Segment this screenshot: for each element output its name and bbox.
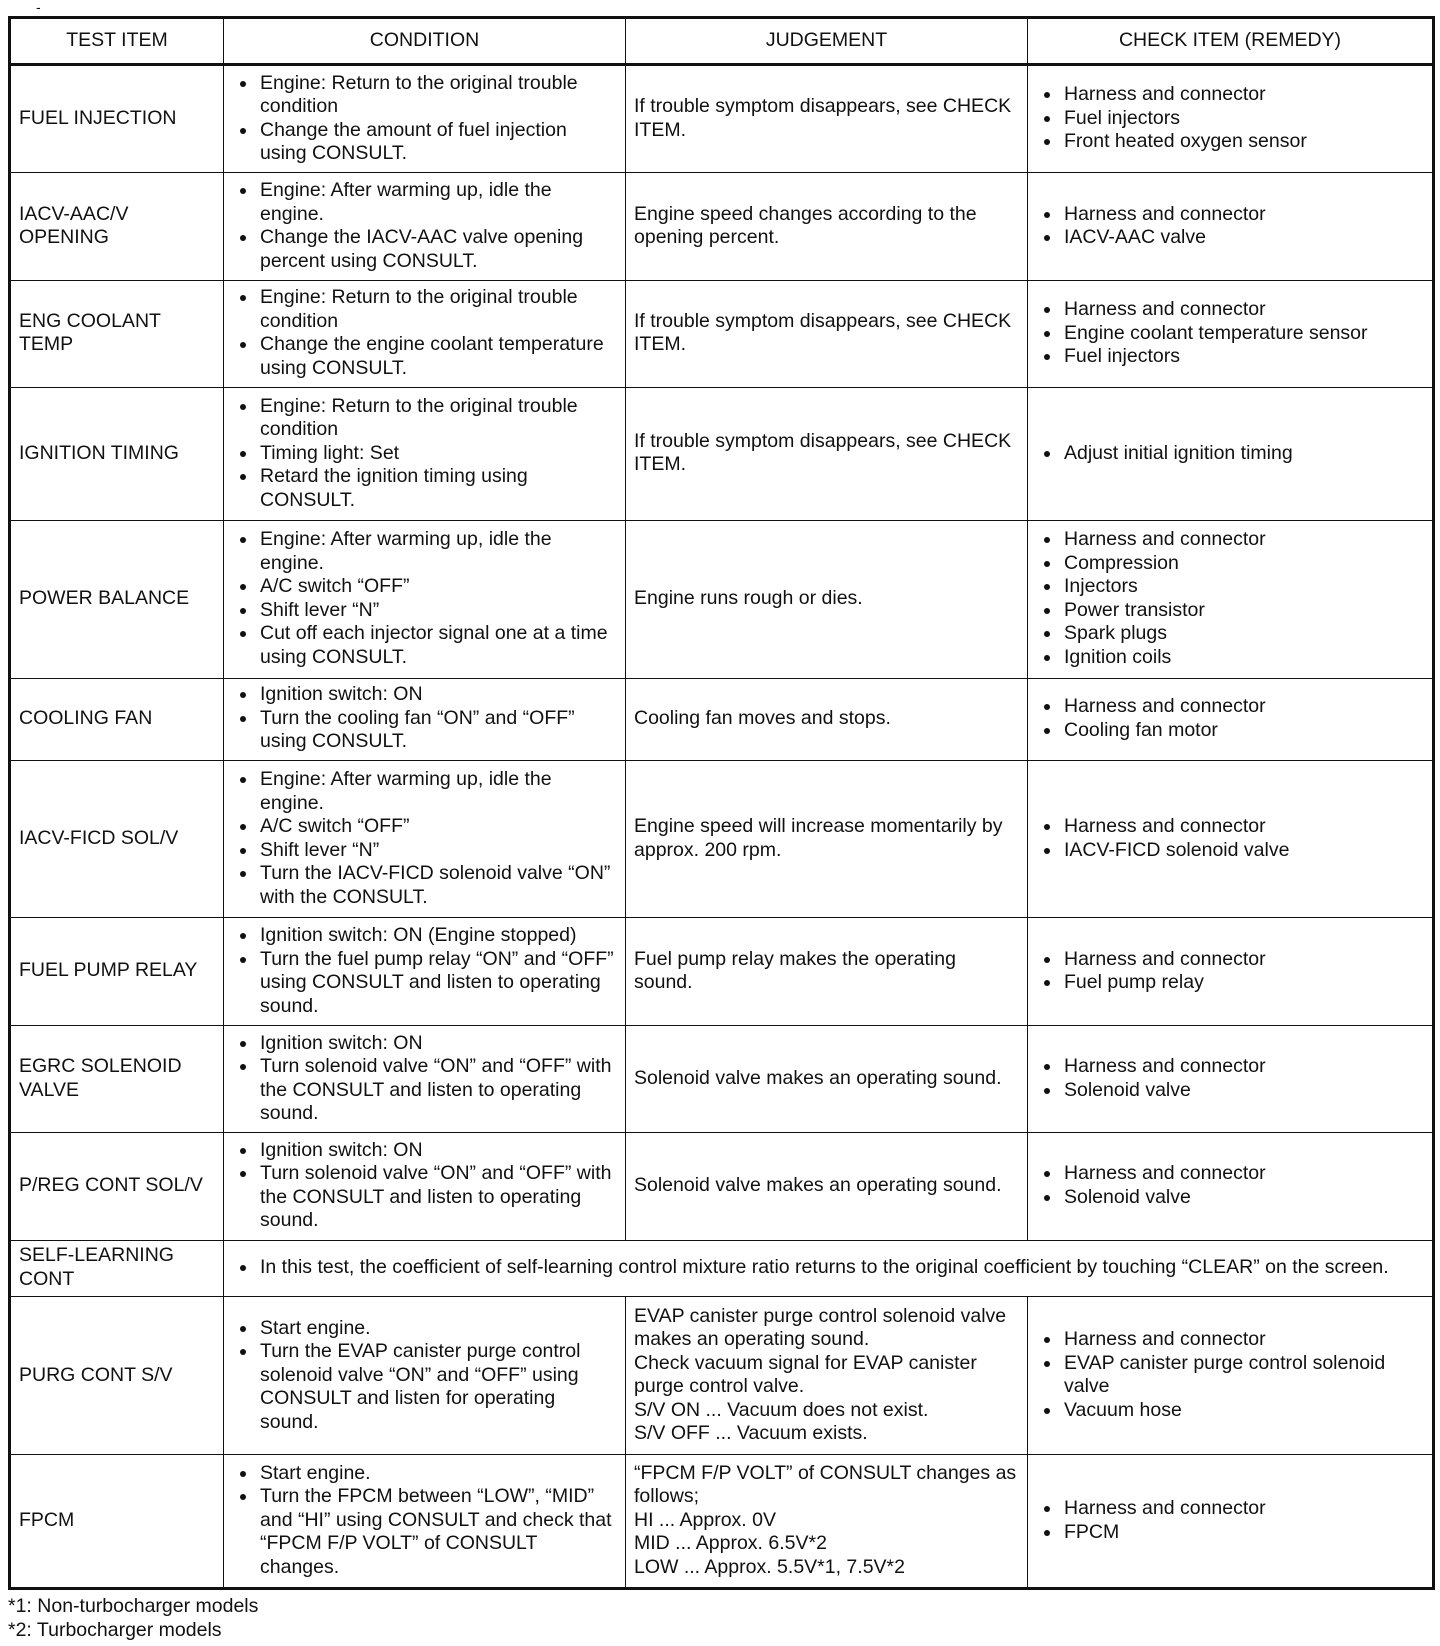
table-row (10, 1455, 1434, 1589)
condition-cell (224, 678, 626, 760)
check-list-item: Spark plugs (1036, 622, 1424, 646)
check-list-item: Solenoid valve (1036, 1186, 1424, 1210)
condition-list-item: Engine: Return to the original trouble condition (232, 395, 617, 442)
table-row (10, 1133, 1434, 1240)
test-item-cell: SELF-LEARNING CONT (10, 1240, 224, 1297)
check-list-item: IACV-FICD solenoid valve (1036, 839, 1424, 863)
check-list-item: Harness and connector (1036, 695, 1424, 719)
check-item-cell (1028, 678, 1434, 760)
check-list (1036, 1497, 1424, 1544)
check-list (1036, 1055, 1424, 1102)
condition-cell (224, 760, 626, 918)
test-item-cell: FPCM (10, 1455, 224, 1589)
check-list-item: EVAP canister purge control solenoid valve (1036, 1352, 1424, 1399)
footnote: *2: Turbocharger models (8, 1619, 222, 1641)
test-item-cell: FUEL PUMP RELAY (10, 918, 224, 1025)
judgement-line: Solenoid valve makes an operating sound. (634, 1174, 1002, 1197)
condition-list-item: Ignition switch: ON (232, 683, 617, 707)
check-list (1036, 83, 1424, 154)
judgement-cell (626, 65, 1028, 173)
condition-list (232, 72, 617, 166)
condition-list-item: Engine: After warming up, idle the engine. (232, 179, 617, 226)
check-list-item: Fuel injectors (1036, 107, 1424, 131)
condition-cell (224, 388, 626, 521)
condition-list (232, 1317, 617, 1435)
condition-list (232, 1032, 617, 1126)
condition-list-item: Retard the ignition timing using CONSULT. (232, 465, 617, 512)
check-list (1036, 528, 1424, 669)
condition-list-item: Turn the EVAP canister purge control solenoid valve “ON” and “OFF” using CONSULT and listen for operating sound. (232, 1340, 617, 1434)
condition-list (232, 286, 617, 380)
check-list-item: Fuel injectors (1036, 345, 1424, 369)
judgement-line: “FPCM F/P VOLT” of CONSULT changes as follows; (634, 1461, 1017, 1508)
judgement-cell (626, 1133, 1028, 1240)
judgement-line: If trouble symptom disappears, see CHECK ITEM. (634, 95, 1012, 141)
condition-list-item: Timing light: Set (232, 442, 617, 466)
test-item-cell: PURG CONT S/V (10, 1297, 224, 1455)
condition-list-item: Engine: After warming up, idle the engine. (232, 528, 617, 575)
condition-cell (224, 65, 626, 173)
check-list-item: Front heated oxygen sensor (1036, 130, 1424, 154)
check-list-item: IACV-AAC valve (1036, 226, 1424, 250)
condition-cell (224, 1025, 626, 1132)
check-list-item: Fuel pump relay (1036, 971, 1424, 995)
test-item-cell: FUEL INJECTION (10, 65, 224, 173)
judgement-line: Engine speed will increase momentarily by approx. 200 rpm. (634, 815, 1003, 861)
check-list-item: Harness and connector (1036, 203, 1424, 227)
condition-list-item: Engine: Return to the original trouble condition (232, 72, 617, 119)
test-item-table (8, 16, 1435, 1590)
check-list (1036, 695, 1424, 742)
condition-list-item: Turn the IACV-FICD solenoid valve “ON” with the CONSULT. (232, 862, 617, 909)
test-item-cell: ENG COOLANT TEMP (10, 280, 224, 387)
judgement-cell (626, 388, 1028, 521)
check-list-item: Injectors (1036, 575, 1424, 599)
check-list-item: Harness and connector (1036, 815, 1424, 839)
table-row (10, 918, 1434, 1025)
table-row (10, 280, 1434, 387)
table-row (10, 1025, 1434, 1132)
condition-list-item: Change the engine coolant temperature using CONSULT. (232, 333, 617, 380)
check-item-cell (1028, 1455, 1434, 1589)
condition-cell (224, 520, 626, 678)
check-list-item: Ignition coils (1036, 646, 1424, 670)
check-list-item: Harness and connector (1036, 948, 1424, 972)
judgement-cell (626, 520, 1028, 678)
test-item-cell: EGRC SOLENOID VALVE (10, 1025, 224, 1132)
judgement-line: Check vacuum signal for EVAP canister purge control valve. (634, 1351, 977, 1398)
check-item-cell (1028, 173, 1434, 280)
check-item-cell (1028, 65, 1434, 173)
check-list (1036, 203, 1424, 250)
table-body (10, 65, 1434, 1589)
condition-list (232, 179, 617, 273)
judgement-cell (626, 173, 1028, 280)
condition-list-item: Shift lever “N” (232, 839, 617, 863)
judgement-line: Engine speed changes according to the opening percent. (634, 202, 977, 249)
table-row (10, 678, 1434, 760)
test-item-cell: IGNITION TIMING (10, 388, 224, 521)
table-row (10, 388, 1434, 521)
header-condition: CONDITION (224, 18, 626, 65)
judgement-line: MID ... Approx. 6.5V*2 (634, 1532, 827, 1555)
check-list-item: Solenoid valve (1036, 1079, 1424, 1103)
condition-list-item: Turn the fuel pump relay “ON” and “OFF” using CONSULT and listen to operating sound. (232, 948, 617, 1019)
header-test-item: TEST ITEM (10, 18, 224, 65)
condition-list (232, 683, 617, 754)
check-item-cell (1028, 520, 1434, 678)
judgement-line: Fuel pump relay makes the operating sound. (634, 947, 956, 994)
condition-list-item: Ignition switch: ON (Engine stopped) (232, 924, 617, 948)
check-item-cell (1028, 280, 1434, 387)
condition-list-item: Engine: After warming up, idle the engine. (232, 768, 617, 815)
check-list (1036, 948, 1424, 995)
note-list (232, 1256, 1424, 1280)
condition-list-item: Turn solenoid valve “ON” and “OFF” with the CONSULT and listen to operating sound. (232, 1055, 617, 1126)
check-list (1036, 815, 1424, 862)
judgement-cell (626, 1455, 1028, 1589)
condition-cell (224, 1297, 626, 1455)
test-item-cell: IACV-FICD SOL/V (10, 760, 224, 918)
table-row (10, 1240, 1434, 1297)
check-list-item: Harness and connector (1036, 1162, 1424, 1186)
check-list-item: Engine coolant temperature sensor (1036, 322, 1424, 346)
condition-cell (224, 280, 626, 387)
header-row (10, 18, 1434, 65)
judgement-cell (626, 280, 1028, 387)
judgement-line: Engine runs rough or dies. (634, 586, 863, 609)
check-list-item: FPCM (1036, 1521, 1424, 1545)
condition-list (232, 768, 617, 909)
condition-list-item: Ignition switch: ON (232, 1139, 617, 1163)
check-list (1036, 298, 1424, 369)
condition-list-item: Turn the cooling fan “ON” and “OFF” using CONSULT. (232, 707, 617, 754)
condition-list-item: Start engine. (232, 1462, 617, 1486)
table-row (10, 65, 1434, 173)
check-list-item: Cooling fan motor (1036, 719, 1424, 743)
note-list-item: In this test, the coefficient of self-learning control mixture ratio returns to the original coefficient by touching “CLEAR” on the screen. (232, 1256, 1424, 1280)
condition-list-item: Change the amount of fuel injection using CONSULT. (232, 119, 617, 166)
check-item-cell (1028, 388, 1434, 521)
judgement-line: Solenoid valve makes an operating sound. (634, 1066, 1002, 1089)
condition-list (232, 1462, 617, 1580)
judgement-cell (626, 1297, 1028, 1455)
check-list-item: Harness and connector (1036, 1055, 1424, 1079)
table-row (10, 760, 1434, 918)
header-check-item: CHECK ITEM (REMEDY) (1028, 18, 1434, 65)
condition-cell (224, 1455, 626, 1589)
footnote: *1: Non-turbocharger models (8, 1595, 259, 1617)
page-mark: - (36, 0, 41, 15)
check-list-item: Power transistor (1036, 599, 1424, 623)
check-item-cell (1028, 1133, 1434, 1240)
condition-list-item: Turn the FPCM between “LOW”, “MID” and “HI” using CONSULT and check that “FPCM F/P VOLT” of CONSULT changes. (232, 1485, 617, 1579)
check-list-item: Harness and connector (1036, 298, 1424, 322)
check-list (1036, 1162, 1424, 1209)
condition-cell (224, 173, 626, 280)
check-item-cell (1028, 760, 1434, 918)
judgement-line: S/V ON ... Vacuum does not exist. (634, 1398, 929, 1421)
table-row (10, 520, 1434, 678)
condition-list (232, 528, 617, 669)
judgement-cell (626, 678, 1028, 760)
footnotes (8, 1594, 258, 1642)
check-list-item: Harness and connector (1036, 1497, 1424, 1521)
judgement-line: If trouble symptom disappears, see CHECK ITEM. (634, 309, 1012, 356)
judgement-line: S/V OFF ... Vacuum exists. (634, 1422, 868, 1445)
condition-list-item: Turn solenoid valve “ON” and “OFF” with the CONSULT and listen to operating sound. (232, 1162, 617, 1233)
judgement-line: If trouble symptom disappears, see CHECK ITEM. (634, 429, 1012, 476)
judgement-line: HI ... Approx. 0V (634, 1508, 776, 1531)
condition-cell (224, 1133, 626, 1240)
check-list-item: Harness and connector (1036, 1328, 1424, 1352)
condition-cell (224, 918, 626, 1025)
judgement-line: EVAP canister purge control solenoid valve makes an operating sound. (634, 1304, 1007, 1351)
condition-list-item: Shift lever “N” (232, 599, 617, 623)
check-list-item: Vacuum hose (1036, 1399, 1424, 1423)
check-item-cell (1028, 918, 1434, 1025)
spanning-note-cell (224, 1240, 1434, 1297)
condition-list (232, 1139, 617, 1233)
judgement-cell (626, 1025, 1028, 1132)
condition-list-item: Change the IACV-AAC valve opening percent using CONSULT. (232, 226, 617, 273)
check-list (1036, 442, 1424, 466)
judgement-cell (626, 760, 1028, 918)
check-item-cell (1028, 1297, 1434, 1455)
condition-list (232, 924, 617, 1018)
table-row (10, 1297, 1434, 1455)
condition-list (232, 395, 617, 513)
judgement-line: Cooling fan moves and stops. (634, 706, 891, 729)
judgement-cell (626, 918, 1028, 1025)
check-item-cell (1028, 1025, 1434, 1132)
condition-list-item: Ignition switch: ON (232, 1032, 617, 1056)
check-list-item: Harness and connector (1036, 528, 1424, 552)
check-list-item: Harness and connector (1036, 83, 1424, 107)
condition-list-item: Engine: Return to the original trouble condition (232, 286, 617, 333)
test-item-cell: POWER BALANCE (10, 520, 224, 678)
condition-list-item: A/C switch “OFF” (232, 575, 617, 599)
condition-list-item: A/C switch “OFF” (232, 815, 617, 839)
check-list-item: Compression (1036, 552, 1424, 576)
table-row (10, 173, 1434, 280)
condition-list-item: Cut off each injector signal one at a time using CONSULT. (232, 622, 617, 669)
check-list (1036, 1328, 1424, 1422)
test-item-cell: COOLING FAN (10, 678, 224, 760)
header-judgement: JUDGEMENT (626, 18, 1028, 65)
test-item-cell: IACV-AAC/V OPENING (10, 173, 224, 280)
check-list-item: Adjust initial ignition timing (1036, 442, 1424, 466)
test-item-cell: P/REG CONT SOL/V (10, 1133, 224, 1240)
condition-list-item: Start engine. (232, 1317, 617, 1341)
judgement-line: LOW ... Approx. 5.5V*1, 7.5V*2 (634, 1555, 905, 1578)
